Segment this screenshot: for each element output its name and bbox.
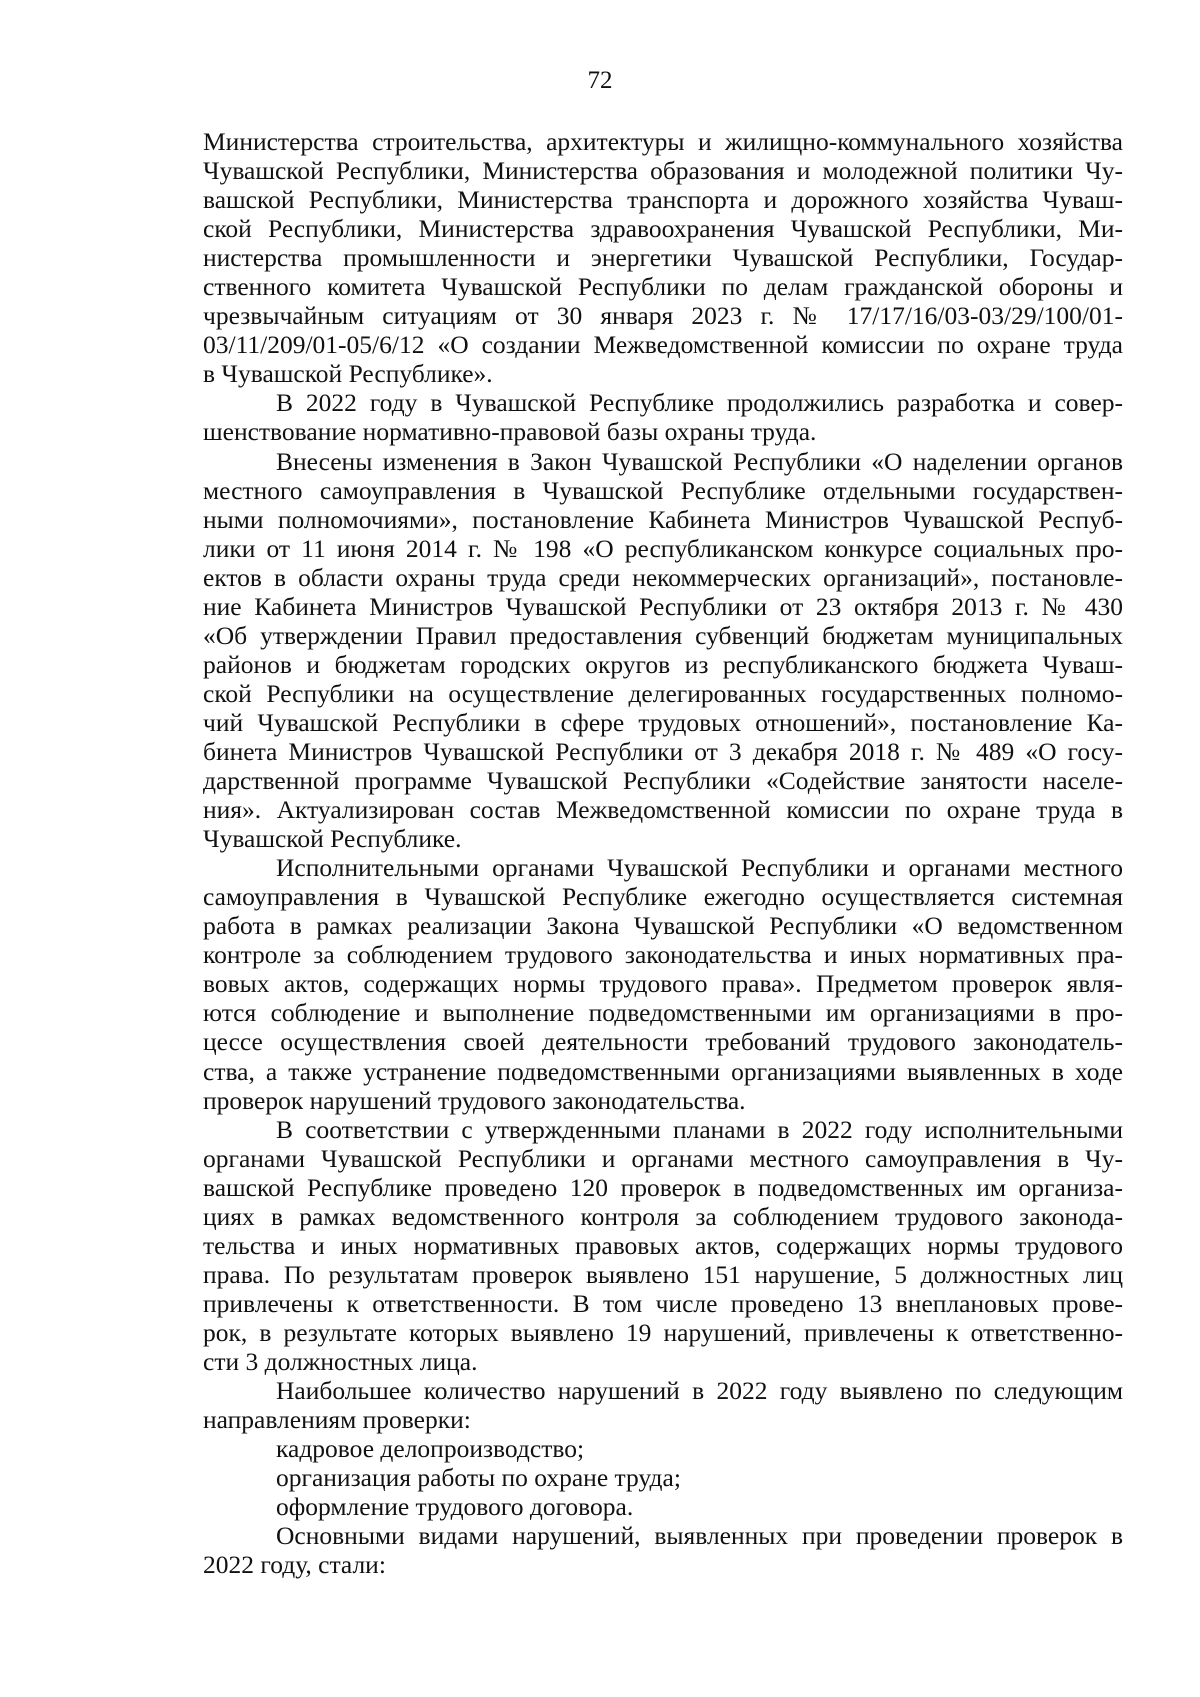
text-line: местного самоуправления в Чувашской Республике отдельными государствен- (203, 475, 1123, 505)
paragraph (203, 1492, 1123, 1521)
text-line: направлениям проверки: (203, 1405, 471, 1435)
text-line: рок, в результате которых выявлено 19 нарушений, привлечены к ответственно- (203, 1317, 1123, 1347)
text-line: В 2022 году в Чувашской Республике продолжились разработка и совер- (276, 388, 1123, 418)
text-line: Чувашской Республике. (203, 824, 462, 854)
text-line: Наибольшее количество нарушений в 2022 году выявлено по следующим (276, 1376, 1123, 1406)
document-body (203, 127, 1123, 1579)
text-line: 2022 году, стали: (203, 1550, 386, 1580)
text-line: организация работы по охране труда; (276, 1463, 681, 1493)
text-line: дарственной программе Чувашской Республики «Содействие занятости населе- (203, 766, 1123, 796)
text-line: органами Чувашской Республики и органами местного самоуправления в Чу- (203, 1143, 1123, 1173)
page-number: 72 (587, 67, 613, 94)
text-line: сти 3 должностных лица. (203, 1346, 478, 1376)
text-line: ния». Актуализирован состав Межведомственной комиссии по охране труда в (203, 795, 1123, 825)
text-line: ской Республики, Министерства здравоохранения Чувашской Республики, Ми- (203, 214, 1123, 244)
paragraph (203, 1115, 1123, 1376)
text-line: чий Чувашской Республики в сфере трудовых отношений», постановление Ка- (203, 707, 1123, 737)
text-line: нистерства промышленности и энергетики Чувашской Республики, Государ- (203, 243, 1123, 273)
text-line: «Об утверждении Правил предоставления субвенций бюджетам муниципальных (203, 620, 1123, 650)
text-line: ства, а также устранение подведомственными организациями выявленных в ходе (203, 1056, 1123, 1086)
paragraph (203, 1521, 1123, 1579)
text-line: ными полномочиями», постановление Кабинета Министров Чувашской Респуб- (203, 504, 1123, 534)
text-line: оформление трудового договора. (276, 1492, 634, 1522)
text-line: ственного комитета Чувашской Республики по делам гражданской обороны и (203, 272, 1123, 302)
text-line: шенствование нормативно-правовой базы охраны труда. (203, 417, 817, 447)
text-line: Министерства строительства, архитектуры и жилищно-коммунального хозяйства (203, 127, 1123, 156)
text-line: бинета Министров Чувашской Республики от 3 декабря 2018 г. № 489 «О госу- (203, 736, 1123, 766)
paragraph (203, 1434, 1123, 1463)
text-line: циях в рамках ведомственного контроля за соблюдением трудового законода- (203, 1201, 1123, 1231)
text-line: в Чувашской Республике». (203, 359, 493, 389)
text-line: ской Республики на осуществление делегированных государственных полномо- (203, 678, 1123, 708)
paragraph (203, 1376, 1123, 1434)
text-line: ние Кабинета Министров Чувашской Республики от 23 октября 2013 г. № 430 (203, 591, 1123, 621)
text-line: Исполнительными органами Чувашской Республики и органами местного (276, 853, 1123, 883)
paragraph (203, 853, 1123, 1114)
text-line: ются соблюдение и выполнение подведомственными им организациями в про- (203, 998, 1123, 1028)
text-line: районов и бюджетам городских округов из республиканского бюджета Чуваш- (203, 649, 1123, 679)
text-line: Чувашской Республики, Министерства образования и молодежной политики Чу- (203, 156, 1123, 186)
text-line: привлечены к ответственности. В том числе проведено 13 внеплановых прове- (203, 1288, 1123, 1318)
text-line: работа в рамках реализации Закона Чувашской Республики «О ведомственном (203, 911, 1123, 941)
text-line: тельства и иных нормативных правовых актов, содержащих нормы трудового (203, 1230, 1123, 1260)
text-line: В соответствии с утвержденными планами в 2022 году исполнительными (276, 1114, 1123, 1144)
paragraph (203, 1463, 1123, 1492)
text-line: вашской Республики, Министерства транспорта и дорожного хозяйства Чуваш- (203, 185, 1123, 215)
text-line: лики от 11 июня 2014 г. № 198 «О республиканском конкурсе социальных про- (203, 533, 1123, 563)
text-line: вашской Республике проведено 120 проверок в подведомственных им организа- (203, 1172, 1123, 1202)
paragraph (203, 447, 1123, 854)
text-line: проверок нарушений трудового законодательства. (203, 1085, 746, 1115)
text-line: кадровое делопроизводство; (276, 1434, 585, 1464)
text-line: вовых актов, содержащих нормы трудового права». Предметом проверок явля- (203, 969, 1123, 999)
text-line: самоуправления в Чувашской Республике ежегодно осуществляется системная (203, 882, 1123, 912)
text-line: Основными видами нарушений, выявленных при проведении проверок в (276, 1521, 1123, 1551)
text-line: 03/11/209/01-05/6/12 «О создании Межведомственной комиссии по охране труда (203, 330, 1123, 360)
text-line: ектов в области охраны труда среди некоммерческих организаций», постановле- (203, 562, 1123, 592)
paragraph (203, 127, 1123, 388)
text-line: чрезвычайным ситуациям от 30 января 2023 г. № 17/17/16/03-03/29/100/01- (203, 301, 1123, 331)
text-line: Внесены изменения в Закон Чувашской Республики «О наделении органов (276, 446, 1123, 476)
text-line: права. По результатам проверок выявлено 151 нарушение, 5 должностных лиц (203, 1259, 1123, 1289)
text-line: контроле за соблюдением трудового законодательства и иных нормативных пра- (203, 940, 1123, 970)
paragraph (203, 388, 1123, 446)
text-line: цессе осуществления своей деятельности требований трудового законодатель- (203, 1027, 1123, 1057)
